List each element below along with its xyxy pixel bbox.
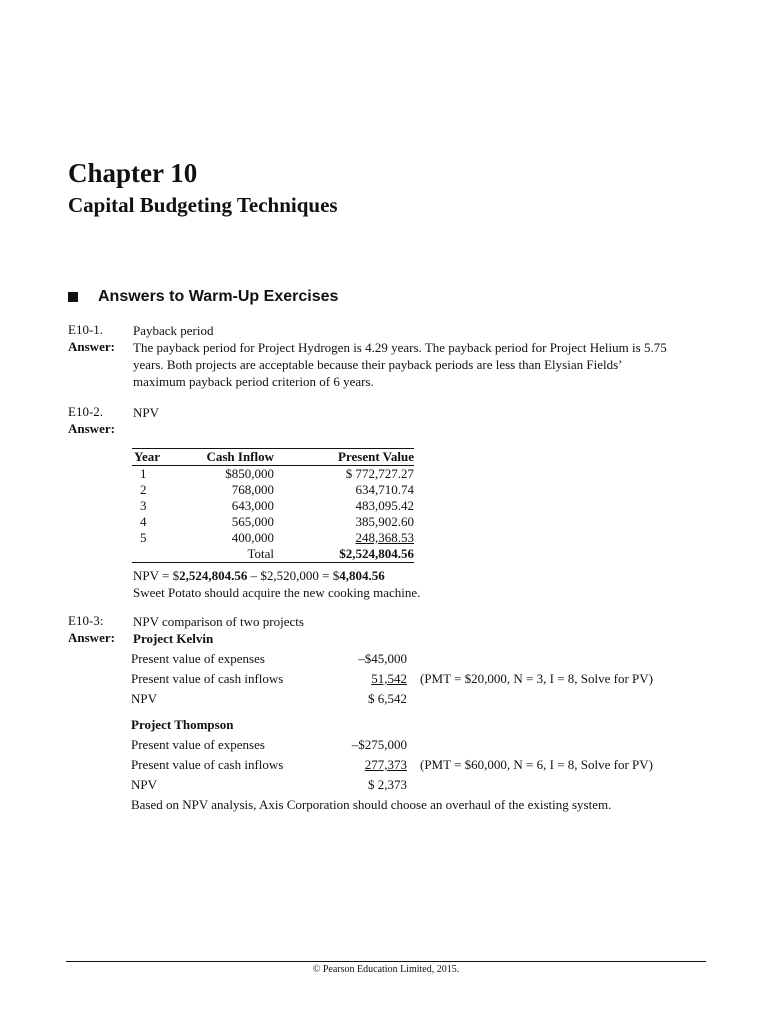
cash-inflow-cell: 400,000 [231,530,274,545]
table-row [132,530,414,546]
thompson-row-label: Present value of expenses [131,737,265,752]
npv-pv: 2,524,804.56 [179,568,248,583]
npv-prefix: NPV = $ [133,568,180,583]
cash-inflow-cell: 768,000 [231,482,274,497]
conclusion-e10-2: Sweet Potato should acquire the new cooking machine. [133,585,421,600]
answer-line: years. Both projects are acceptable because their payback periods are less than Elysian Fields’ [133,357,623,372]
npv-mid: – $2,520,000 = $ [247,568,340,583]
exercise-topic-e10-2: NPV [133,405,160,420]
kelvin-row-label: NPV [131,691,158,706]
footer-divider [66,961,706,962]
total-label: Total [192,546,274,563]
thompson-row-value: –$275,000 [351,737,407,752]
table-row [132,498,414,514]
exercise-topic-e10-3: NPV comparison of two projects [133,614,304,629]
present-value-cell: $ 772,727.27 [345,466,414,481]
present-value-cell: 634,710.74 [355,482,414,497]
conclusion-e10-3: Based on NPV analysis, Axis Corporation should choose an overhaul of the existing system. [131,797,612,812]
present-value-cell: 248,368.53 [355,530,414,545]
column-header-year: Year [132,449,192,466]
npv-equation [133,567,385,584]
present-value-cell: 483,095.42 [355,498,414,513]
answer-line: maximum payback period criterion of 6 years. [133,374,374,389]
npv-result: 4,804.56 [339,568,385,583]
exercise-label-e10-1: E10-1. [68,322,104,337]
present-value-cell: 385,902.60 [355,514,414,529]
kelvin-row-value: 51,542 [371,671,407,686]
cash-inflow-cell: 565,000 [231,514,274,529]
exercise-topic-e10-1: Payback period [133,323,214,338]
table-total-row [132,546,414,563]
project-thompson-title: Project Thompson [131,717,234,732]
exercise-label-e10-2: E10-2. [68,404,104,419]
kelvin-row-label: Present value of cash inflows [131,671,284,686]
footer-copyright: © Pearson Education Limited, 2015. [312,964,460,975]
chapter-title: Chapter 10 [68,158,198,188]
column-header-cash-inflow: Cash Inflow [192,449,274,466]
answer-line: The payback period for Project Hydrogen is 4.29 years. The payback period for Project Helium is 5.75 [133,340,667,355]
thompson-row-label: Present value of cash inflows [131,757,284,772]
year-cell: 4 [140,514,147,529]
total-value: $2,524,804.56 [274,546,414,563]
project-kelvin-title: Project Kelvin [133,631,214,646]
kelvin-row-label: Present value of expenses [131,651,265,666]
answer-label-e10-3: Answer: [68,630,115,645]
thompson-row-value: 277,373 [364,757,407,772]
column-header-present-value: Present Value [274,449,414,466]
table-header-row [132,449,414,466]
kelvin-row-value: $ 6,542 [368,691,407,706]
year-cell: 1 [140,466,147,481]
answer-text-e10-1 [133,339,667,390]
thompson-row-value: $ 2,373 [368,777,407,792]
table-row [132,514,414,530]
npv-table [132,448,414,563]
thompson-row-label: NPV [131,777,158,792]
section-title: Answers to Warm-Up Exercises [98,288,339,305]
year-cell: 5 [140,530,147,545]
year-cell: 2 [140,482,147,497]
cash-inflow-cell: 643,000 [231,498,274,513]
answer-label-e10-1: Answer: [68,339,115,354]
cash-inflow-cell: $850,000 [225,466,274,481]
exercise-label-e10-3: E10-3: [68,613,104,628]
chapter-subtitle: Capital Budgeting Techniques [68,193,338,217]
table-row [132,466,414,483]
square-bullet-icon [68,292,78,302]
kelvin-row-value: –$45,000 [358,651,407,666]
year-cell: 3 [140,498,147,513]
answer-label-e10-2: Answer: [68,421,115,436]
section-heading [68,288,338,306]
thompson-row-note: (PMT = $60,000, N = 6, I = 8, Solve for PV) [420,757,654,772]
table-row [132,482,414,498]
kelvin-row-note: (PMT = $20,000, N = 3, I = 8, Solve for PV) [420,671,654,686]
